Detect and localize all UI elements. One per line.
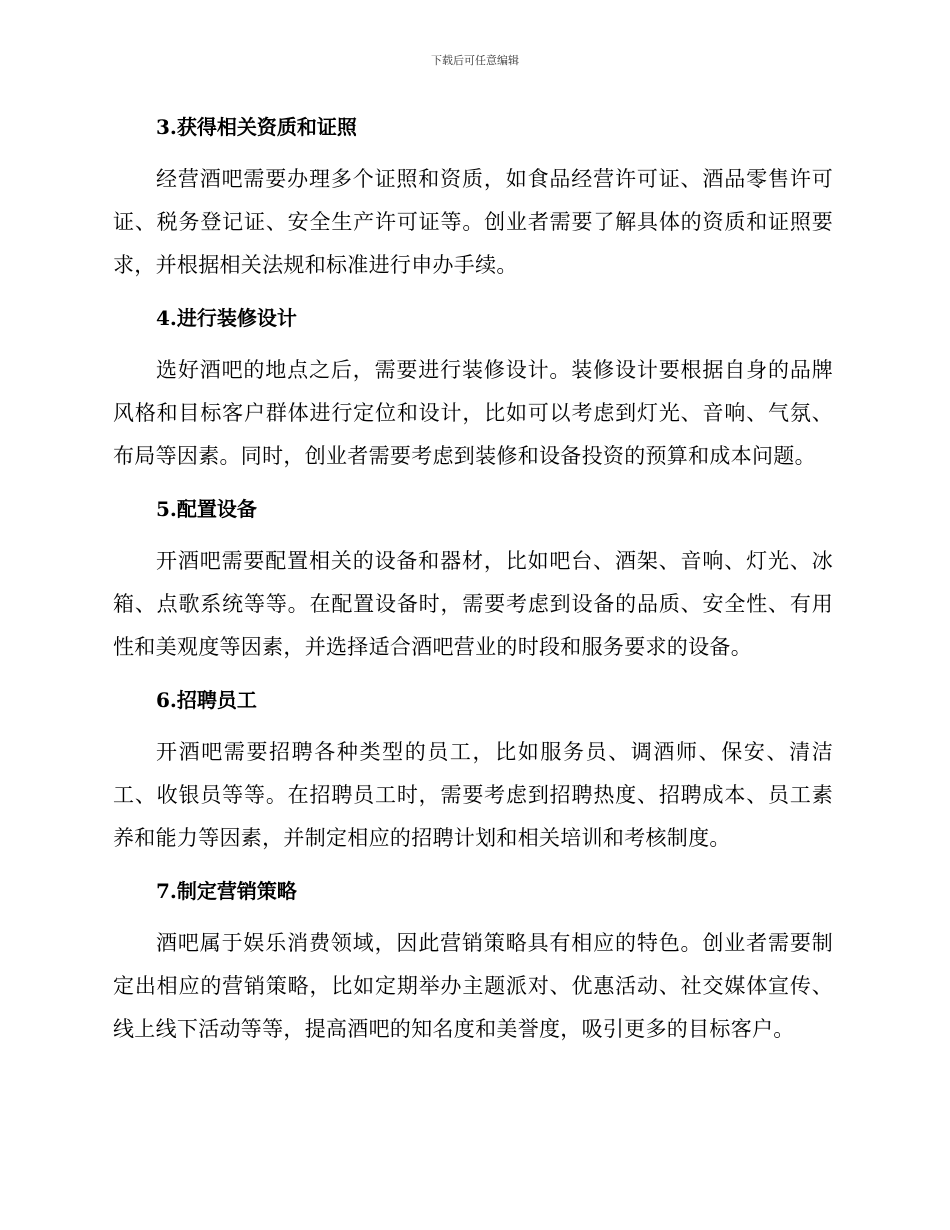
section-heading: 5.配置设备 xyxy=(156,497,257,521)
section-paragraph: 经营酒吧需要办理多个证照和资质，如食品经营许可证、酒品零售许可证、税务登记证、安全生产许可证等。创业者需要了解具体的资质和证照要求，并根据相关法规和标准进行申办手续。 xyxy=(113,167,833,277)
section-heading: 6.招聘员工 xyxy=(156,688,257,712)
section-heading: 3.获得相关资质和证照 xyxy=(156,115,357,139)
document-body xyxy=(113,108,833,1063)
section-heading: 7.制定营销策略 xyxy=(156,879,297,903)
section-paragraph: 选好酒吧的地点之后，需要进行装修设计。装修设计要根据自身的品牌风格和目标客户群体进行定位和设计，比如可以考虑到灯光、音响、气氛、布局等因素。同时，创业者需要考虑到装修和设备投资的预算和成本问题。 xyxy=(113,358,833,468)
section-hiring xyxy=(113,681,833,860)
page-header-note: 下载后可任意编辑 xyxy=(431,54,519,67)
section-decoration-design xyxy=(113,299,833,478)
section-paragraph: 开酒吧需要配置相关的设备和器材，比如吧台、酒架、音响、灯光、冰箱、点歌系统等等。在配置设备时，需要考虑到设备的品质、安全性、有用性和美观度等因素，并选择适合酒吧营业的时段和服务要求的设备。 xyxy=(113,549,833,659)
section-paragraph: 酒吧属于娱乐消费领域，因此营销策略具有相应的特色。创业者需要制定出相应的营销策略，比如定期举办主题派对、优惠活动、社交媒体宣传、线上线下活动等等，提高酒吧的知名度和美誉度，吸引更多的目标客户。 xyxy=(113,931,833,1041)
section-heading: 4.进行装修设计 xyxy=(156,306,297,330)
section-marketing xyxy=(113,872,833,1051)
section-equipment xyxy=(113,490,833,669)
section-paragraph: 开酒吧需要招聘各种类型的员工，比如服务员、调酒师、保安、清洁工、收银员等等。在招聘员工时，需要考虑到招聘热度、招聘成本、员工素养和能力等因素，并制定相应的招聘计划和相关培训和考核制度。 xyxy=(113,740,833,850)
section-licenses xyxy=(113,108,833,287)
